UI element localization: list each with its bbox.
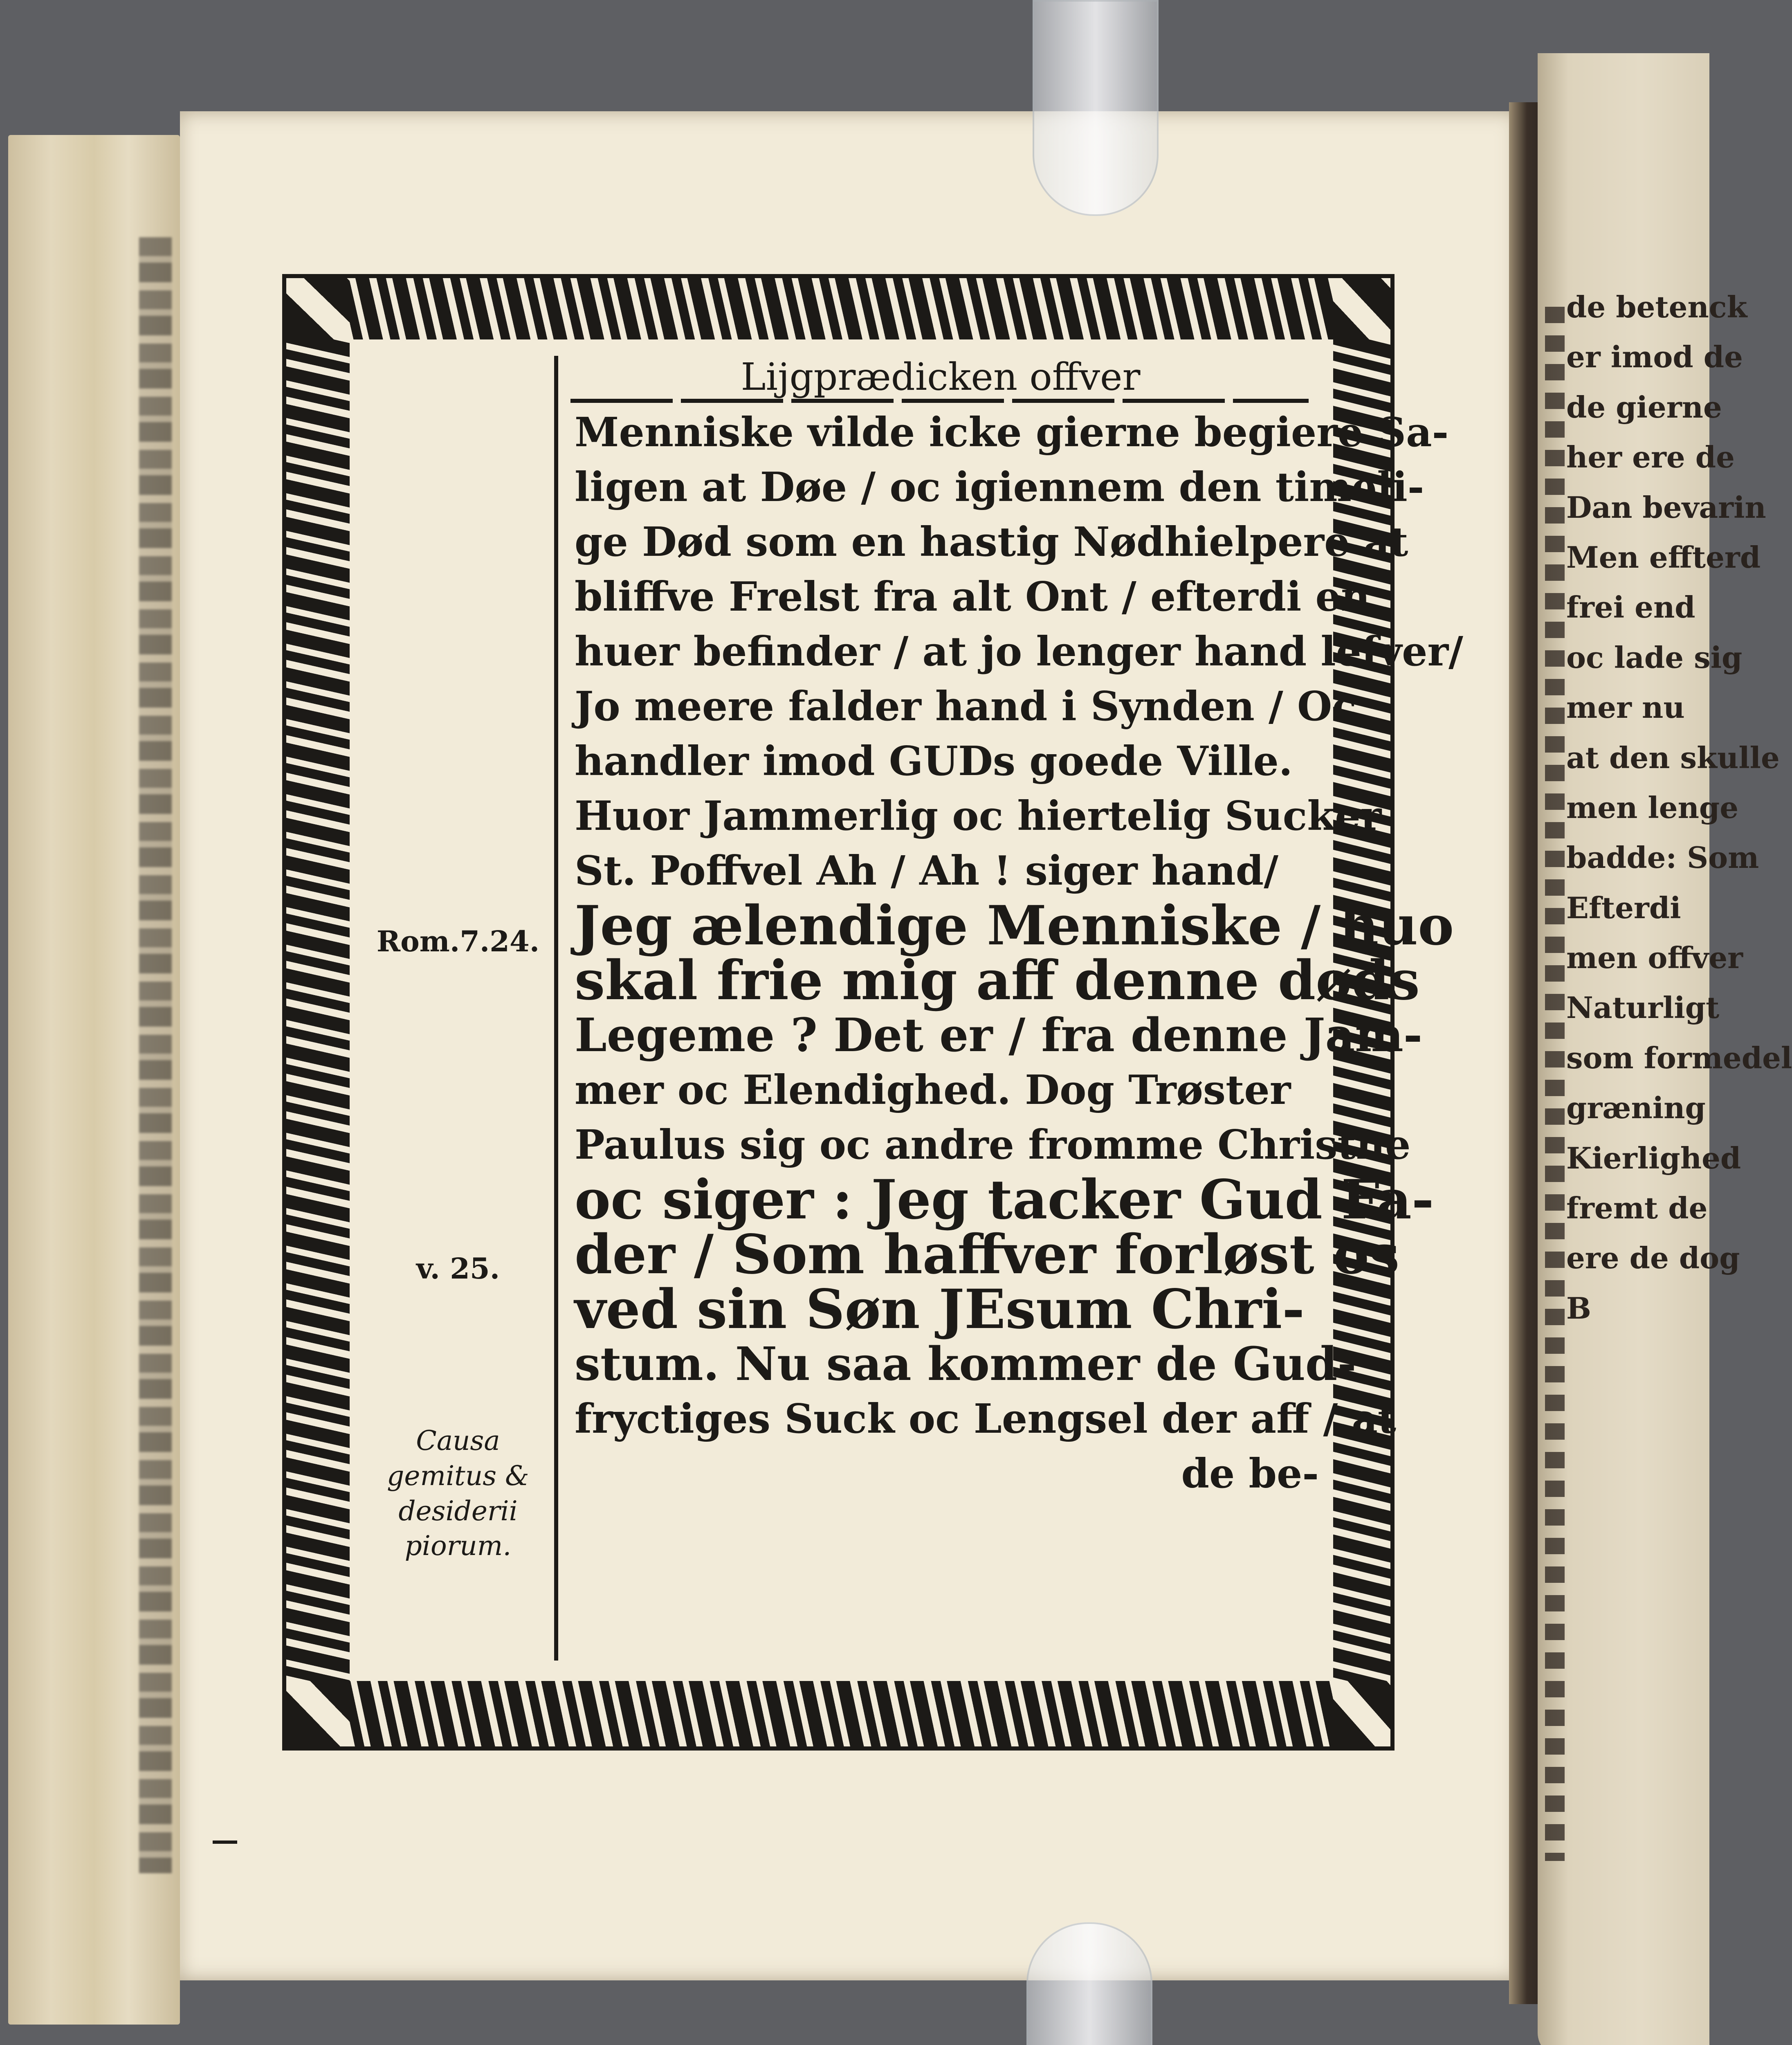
facing-page-line: Efterdi bbox=[1566, 890, 1681, 925]
text-line: ge Død som en hastig Nødhielpere at bbox=[575, 518, 1408, 566]
facing-page-line: er imod de bbox=[1566, 339, 1743, 375]
facing-page-line: Kierlighed bbox=[1566, 1140, 1741, 1175]
facing-page-line: men lenge bbox=[1566, 790, 1739, 825]
facing-page-line: frei end bbox=[1566, 590, 1695, 625]
facing-page-line: B bbox=[1566, 1290, 1591, 1326]
facing-page-line: de betenck bbox=[1566, 290, 1747, 324]
margin-note-romans: Rom.7.24. bbox=[376, 924, 540, 958]
text-line: huer befinder / at jo lenger hand lefver/ bbox=[575, 628, 1463, 675]
page-mark bbox=[213, 1840, 237, 1844]
facing-page-line: Men effterd bbox=[1566, 539, 1761, 575]
facing-page-text bbox=[1566, 282, 1792, 1333]
facing-page-line: badde: Som bbox=[1566, 840, 1759, 875]
show-through-ornament bbox=[139, 237, 172, 1873]
catchword: de be- bbox=[1181, 1450, 1319, 1497]
facing-page-line: ere de dog bbox=[1566, 1240, 1740, 1276]
margin-rule bbox=[554, 356, 558, 1661]
text-line: oc siger : Jeg tacker Gud Fa- bbox=[575, 1168, 1434, 1231]
text-line: stum. Nu saa kommer de Gud- bbox=[575, 1337, 1356, 1391]
text-line: skal frie mig aff denne døds bbox=[575, 948, 1420, 1012]
facing-page-line: græning bbox=[1566, 1090, 1706, 1126]
facing-page-line: som formedel bbox=[1566, 1040, 1792, 1075]
facing-page-ornament-border bbox=[1545, 307, 1565, 1861]
facing-page-line: Dan bevarin bbox=[1566, 490, 1766, 525]
text-line: Jo meere falder hand i Synden / Oc bbox=[575, 683, 1357, 730]
text-line: Menniske vilde icke gierne begiere Sa- bbox=[575, 409, 1449, 456]
text-line: der / Som haffver forløst os bbox=[575, 1223, 1400, 1286]
facing-page-line: oc lade sig bbox=[1566, 640, 1743, 675]
margin-note-verse: v. 25. bbox=[416, 1252, 500, 1285]
body-text bbox=[575, 405, 1463, 1501]
margin-note-causa: Causa gemitus & desiderii piorum. bbox=[387, 1425, 529, 1562]
text-line: Jeg ælendige Menniske / huo bbox=[575, 894, 1454, 957]
text-line: ved sin Søn JEsum Chri- bbox=[575, 1277, 1305, 1341]
facing-page-line: mer nu bbox=[1566, 690, 1685, 725]
text-line: St. Poffvel Ah / Ah ! siger hand/ bbox=[575, 847, 1278, 894]
facing-page-line: fremt de bbox=[1566, 1191, 1708, 1226]
text-line: mer oc Elendighed. Dog Trøster bbox=[575, 1066, 1291, 1114]
text-line: bliffve Frelst fra alt Ont / efterdi en bbox=[575, 573, 1370, 620]
book-strap-bottom bbox=[1026, 1922, 1152, 2045]
head-rule bbox=[570, 399, 1309, 403]
left-page-stack bbox=[8, 135, 180, 2025]
facing-page-line: at den skulle bbox=[1566, 740, 1780, 775]
facing-page-line: men offver bbox=[1566, 940, 1743, 975]
running-head: Lijgprædicken offver bbox=[741, 355, 1141, 399]
book-strap-top bbox=[1033, 0, 1159, 216]
text-line: Huor Jammerlig oc hiertelig Sucker bbox=[575, 792, 1382, 840]
facing-page-line: her ere de bbox=[1566, 440, 1735, 475]
facing-page-line: Naturligt bbox=[1566, 990, 1720, 1025]
text-line: Paulus sig oc andre fromme Christne bbox=[575, 1121, 1411, 1169]
facing-page-line: de gierne bbox=[1566, 389, 1722, 425]
text-line: fryctiges Suck oc Lengsel der aff / at bbox=[575, 1395, 1397, 1443]
text-line: ligen at Døe / oc igiennem den timeli- bbox=[575, 463, 1424, 511]
facing-page bbox=[1538, 53, 1792, 2045]
text-line: handler imod GUDs goede Ville. bbox=[575, 737, 1293, 785]
text-line: Legeme ? Det er / fra denne Jam- bbox=[575, 1008, 1423, 1062]
